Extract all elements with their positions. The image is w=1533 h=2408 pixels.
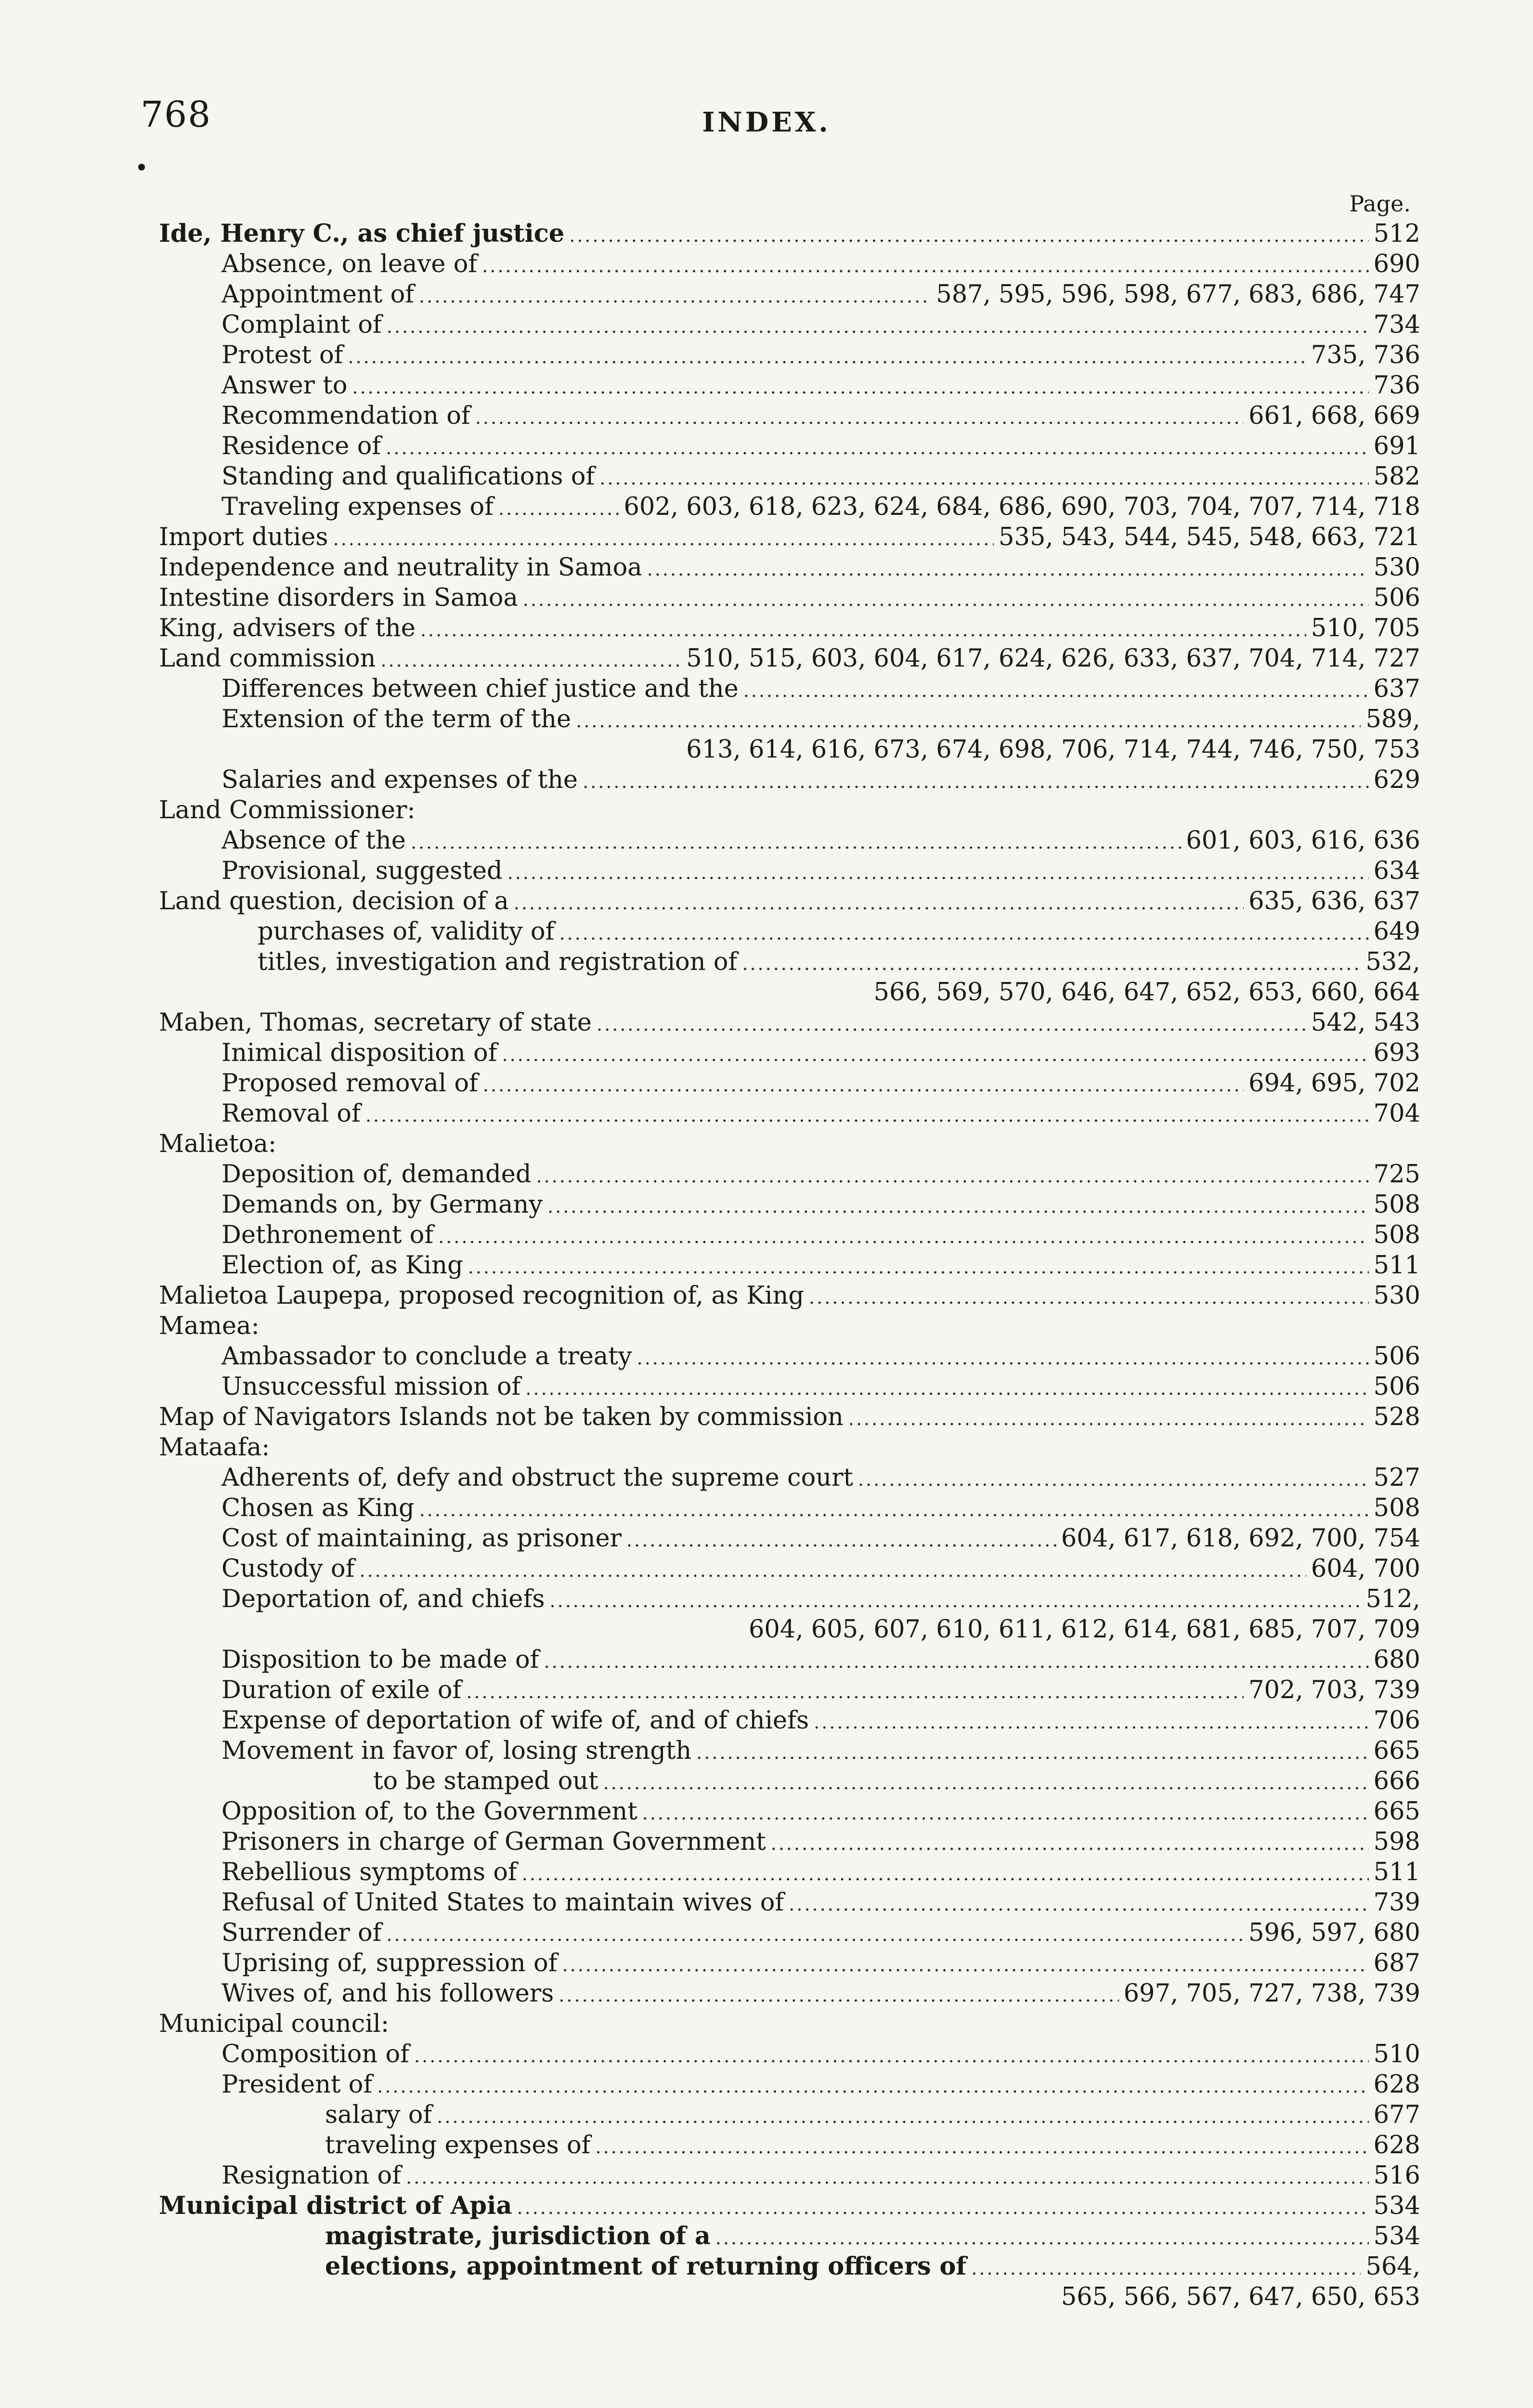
entry-pages: 530 bbox=[1373, 1282, 1420, 1310]
index-entry bbox=[159, 1068, 1420, 1099]
entry-text: Resignation of bbox=[221, 2161, 402, 2190]
entry-text: Inimical disposition of bbox=[221, 1039, 497, 1067]
entry-text: Composition of bbox=[221, 2040, 410, 2068]
dot-leader bbox=[743, 676, 1369, 706]
dot-leader bbox=[482, 251, 1368, 281]
index-entry bbox=[159, 1250, 1420, 1281]
entry-text: Standing and qualifications of bbox=[221, 462, 595, 491]
index-entry bbox=[159, 1038, 1420, 1068]
entry-text: Removal of bbox=[221, 1099, 361, 1128]
index-continuation-line bbox=[159, 734, 1420, 765]
index-entry bbox=[159, 1887, 1420, 1918]
entry-pages: 534 bbox=[1373, 2192, 1420, 2220]
index-entry bbox=[159, 340, 1420, 370]
dot-leader bbox=[848, 1404, 1369, 1434]
index-entry bbox=[159, 1918, 1420, 1948]
dot-leader bbox=[523, 585, 1369, 615]
entry-text: Opposition of, to the Government bbox=[221, 1797, 637, 1826]
dot-leader bbox=[414, 2041, 1369, 2071]
entry-pages: 542, 543 bbox=[1311, 1008, 1420, 1037]
index-entry bbox=[159, 1827, 1420, 1857]
index-entry bbox=[159, 552, 1420, 583]
dot-leader bbox=[814, 1707, 1369, 1738]
entry-pages: 735, 736 bbox=[1311, 341, 1420, 369]
entry-text: Intestine disorders in Samoa bbox=[159, 584, 518, 612]
entry-text: Uprising of, suppression of bbox=[221, 1949, 558, 1977]
entry-pages: 706 bbox=[1373, 1706, 1420, 1735]
entry-pages: 508 bbox=[1373, 1494, 1420, 1522]
dot-leader bbox=[387, 312, 1369, 342]
entry-pages: 725 bbox=[1373, 1160, 1420, 1189]
entry-text: Extension of the term of the bbox=[221, 705, 572, 733]
entry-pages: 532, bbox=[1365, 948, 1420, 976]
dot-leader bbox=[387, 1920, 1244, 1950]
dot-leader bbox=[536, 1161, 1369, 1191]
entry-pages: 511 bbox=[1373, 1251, 1420, 1280]
dot-leader bbox=[517, 2193, 1369, 2223]
index-entry bbox=[159, 1099, 1420, 1129]
entry-pages: 566, 569, 570, 646, 647, 652, 653, 660, 664 bbox=[873, 978, 1420, 1007]
dot-leader bbox=[599, 463, 1368, 494]
dot-leader bbox=[742, 949, 1361, 979]
index-entry bbox=[159, 1190, 1420, 1220]
dot-leader bbox=[502, 1040, 1369, 1070]
entry-pages: 535, 543, 544, 545, 548, 663, 721 bbox=[999, 523, 1420, 551]
dot-leader bbox=[771, 1829, 1369, 1859]
entry-text: Movement in favor of, losing strength bbox=[221, 1737, 692, 1765]
entry-text: salary of bbox=[325, 2101, 432, 2129]
entry-pages: 666 bbox=[1373, 1767, 1420, 1795]
entry-pages: 508 bbox=[1373, 1221, 1420, 1249]
entry-text: purchases of, validity of bbox=[258, 917, 555, 946]
entry-text: Disposition to be made of bbox=[221, 1646, 539, 1674]
dot-leader bbox=[642, 1798, 1369, 1829]
entry-pages: 596, 597, 680 bbox=[1248, 1919, 1420, 1947]
entry-text: Malietoa: bbox=[159, 1130, 277, 1158]
entry-pages: 510, 705 bbox=[1311, 614, 1420, 642]
dot-leader bbox=[789, 1889, 1368, 1920]
entry-pages: 510, 515, 603, 604, 617, 624, 626, 633, 637, 704, 714, 727 bbox=[686, 644, 1420, 673]
entry-text: Complaint of bbox=[221, 311, 382, 339]
entry-text: Import duties bbox=[159, 523, 328, 551]
entry-text: Chosen as King bbox=[221, 1494, 415, 1522]
dot-leader bbox=[406, 2162, 1369, 2193]
page-header bbox=[0, 94, 1533, 147]
dot-leader bbox=[603, 1768, 1369, 1798]
entry-text: Custody of bbox=[221, 1555, 355, 1583]
index-entry bbox=[159, 1432, 1420, 1463]
index-entry bbox=[159, 2009, 1420, 2039]
page-column-label: Page. bbox=[1349, 191, 1411, 217]
entry-pages: 665 bbox=[1373, 1797, 1420, 1826]
index-continuation-line bbox=[159, 1614, 1420, 1645]
index-entry bbox=[159, 1766, 1420, 1796]
dot-leader bbox=[559, 918, 1369, 949]
index-entry bbox=[159, 583, 1420, 613]
index-entry bbox=[159, 1796, 1420, 1827]
dot-leader bbox=[507, 858, 1369, 888]
entry-pages: 665 bbox=[1373, 1737, 1420, 1765]
index-entry bbox=[159, 1311, 1420, 1341]
entry-text: Mataafa: bbox=[159, 1433, 270, 1462]
page-number: 768 bbox=[141, 94, 212, 135]
dot-leader bbox=[626, 1525, 1056, 1556]
index-entry bbox=[159, 370, 1420, 401]
index-entry bbox=[159, 219, 1420, 249]
index-entry bbox=[159, 1523, 1420, 1554]
entry-pages: 702, 703, 739 bbox=[1248, 1676, 1420, 1704]
entry-pages: 602, 603, 618, 623, 624, 684, 686, 690, 703, 704, 707, 714, 718 bbox=[624, 493, 1420, 521]
index-entry bbox=[159, 765, 1420, 795]
entry-text: Adherents of, defy and obstruct the supreme court bbox=[221, 1464, 854, 1492]
dot-leader bbox=[596, 2132, 1369, 2162]
index-entry bbox=[159, 431, 1420, 461]
index-entry bbox=[159, 856, 1420, 886]
entry-pages: 694, 695, 702 bbox=[1248, 1069, 1420, 1098]
dot-leader bbox=[377, 2071, 1368, 2102]
page-title: INDEX. bbox=[702, 106, 831, 138]
index-entry bbox=[159, 522, 1420, 552]
entry-pages: 582 bbox=[1373, 462, 1420, 491]
dot-leader bbox=[715, 2223, 1369, 2253]
index-entry bbox=[159, 1554, 1420, 1584]
entry-pages: 508 bbox=[1373, 1191, 1420, 1219]
entry-pages: 649 bbox=[1373, 917, 1420, 946]
index-entry bbox=[159, 401, 1420, 431]
dot-leader bbox=[411, 827, 1181, 858]
dot-leader bbox=[348, 342, 1306, 372]
dot-leader bbox=[420, 615, 1306, 645]
entry-text: Land Commissioner: bbox=[159, 796, 416, 824]
entry-pages: 690 bbox=[1373, 250, 1420, 278]
entry-text: Unsuccessful mission of bbox=[221, 1373, 521, 1401]
index-entry bbox=[159, 2160, 1420, 2191]
entry-text: Mamea: bbox=[159, 1312, 260, 1340]
index-entry bbox=[159, 1281, 1420, 1311]
dot-leader bbox=[514, 888, 1244, 918]
entry-pages: 687 bbox=[1373, 1949, 1420, 1977]
entry-pages: 564, bbox=[1365, 2252, 1420, 2281]
entry-text: Recommendation of bbox=[221, 402, 470, 430]
index-entry bbox=[159, 1857, 1420, 1887]
index-entries bbox=[159, 219, 1420, 2312]
entry-text: Rebellious symptoms of bbox=[221, 1858, 517, 1886]
entry-text: Independence and neutrality in Samoa bbox=[159, 553, 642, 582]
entry-pages: 704 bbox=[1373, 1099, 1420, 1128]
entry-pages: 512, bbox=[1365, 1585, 1420, 1613]
index-entry bbox=[159, 1463, 1420, 1493]
entry-pages: 736 bbox=[1373, 371, 1420, 400]
entry-text: Answer to bbox=[221, 371, 348, 400]
entry-text: Residence of bbox=[221, 432, 381, 460]
entry-pages: 613, 614, 616, 673, 674, 698, 706, 714, 744, 746, 750, 753 bbox=[686, 735, 1420, 764]
entry-pages: 510 bbox=[1373, 2040, 1420, 2068]
entry-text: Traveling expenses of bbox=[221, 493, 494, 521]
dot-leader bbox=[419, 1495, 1369, 1525]
dot-leader bbox=[544, 1647, 1369, 1677]
index-entry bbox=[159, 1008, 1420, 1038]
entry-text: Dethronement of bbox=[221, 1221, 434, 1249]
entry-pages: 697, 705, 727, 738, 739 bbox=[1123, 1979, 1420, 2008]
index-entry bbox=[159, 1736, 1420, 1766]
entry-text: Salaries and expenses of the bbox=[221, 766, 578, 794]
dot-leader bbox=[419, 281, 931, 312]
dot-leader bbox=[562, 1950, 1369, 1980]
entry-pages: 739 bbox=[1373, 1888, 1420, 1917]
entry-pages: 628 bbox=[1373, 2070, 1420, 2099]
index-entry bbox=[159, 1948, 1420, 1978]
entry-text: Protest of bbox=[221, 341, 343, 369]
entry-text: Malietoa Laupepa, proposed recognition of, as King bbox=[159, 1282, 805, 1310]
index-entry bbox=[159, 2100, 1420, 2130]
index-entry bbox=[159, 795, 1420, 825]
entry-pages: 512 bbox=[1373, 220, 1420, 248]
entry-pages: 506 bbox=[1373, 1342, 1420, 1371]
entry-pages: 680 bbox=[1373, 1646, 1420, 1674]
index-entry bbox=[159, 249, 1420, 279]
entry-text: Land commission bbox=[159, 644, 376, 673]
entry-text: Absence, on leave of bbox=[221, 250, 478, 278]
entry-pages: 604, 617, 618, 692, 700, 754 bbox=[1061, 1524, 1420, 1553]
entry-pages: 637 bbox=[1373, 675, 1420, 703]
dot-leader bbox=[522, 1859, 1369, 1889]
index-entry bbox=[159, 1402, 1420, 1432]
dot-leader bbox=[468, 1252, 1369, 1283]
index-entry bbox=[159, 1645, 1420, 1675]
index-entry bbox=[159, 2191, 1420, 2221]
index-entry bbox=[159, 492, 1420, 522]
index-entry bbox=[159, 2069, 1420, 2100]
dot-leader bbox=[333, 524, 994, 554]
dot-leader bbox=[360, 1556, 1306, 1586]
entry-pages: 601, 603, 616, 636 bbox=[1186, 826, 1420, 855]
entry-text: traveling expenses of bbox=[325, 2131, 591, 2159]
entry-text: Municipal district of Apia bbox=[159, 2191, 512, 2220]
dot-leader bbox=[525, 1374, 1368, 1404]
entry-pages: 506 bbox=[1373, 1373, 1420, 1401]
entry-pages: 604, 605, 607, 610, 611, 612, 614, 681, 685, 707, 709 bbox=[748, 1615, 1420, 1644]
dot-leader bbox=[547, 1191, 1369, 1222]
index-entry bbox=[159, 1341, 1420, 1372]
entry-text: Duration of exile of bbox=[221, 1676, 462, 1704]
entry-pages: 629 bbox=[1373, 766, 1420, 794]
entry-text: Municipal council: bbox=[159, 2010, 390, 2038]
entry-pages: 691 bbox=[1373, 432, 1420, 460]
dot-leader bbox=[569, 221, 1368, 251]
entry-pages: 734 bbox=[1373, 311, 1420, 339]
index-entry bbox=[159, 825, 1420, 856]
entry-text: Wives of, and his followers bbox=[221, 1979, 554, 2008]
index-entry bbox=[159, 674, 1420, 704]
entry-text: Cost of maintaining, as prisoner bbox=[221, 1524, 622, 1553]
dot-leader bbox=[971, 2253, 1361, 2284]
entry-text: to be stamped out bbox=[373, 1767, 598, 1795]
index-entry bbox=[159, 310, 1420, 340]
entry-text: Land question, decision of a bbox=[159, 887, 509, 916]
dot-leader bbox=[550, 1586, 1361, 1616]
entry-pages: 628 bbox=[1373, 2131, 1420, 2159]
entry-text: Absence of the bbox=[221, 826, 406, 855]
index-entry bbox=[159, 2130, 1420, 2160]
entry-text: Maben, Thomas, secretary of state bbox=[159, 1008, 592, 1037]
entry-text: Map of Navigators Islands not be taken by commission bbox=[159, 1403, 844, 1431]
entry-pages: 604, 700 bbox=[1311, 1555, 1420, 1583]
entry-pages: 506 bbox=[1373, 584, 1420, 612]
entry-pages: 565, 566, 567, 647, 650, 653 bbox=[1061, 2283, 1420, 2311]
dot-leader bbox=[475, 403, 1244, 433]
index-entry bbox=[159, 1129, 1420, 1159]
dot-leader bbox=[858, 1465, 1369, 1495]
dot-leader bbox=[365, 1100, 1369, 1131]
index-entry bbox=[159, 461, 1420, 492]
bullet-mark bbox=[138, 164, 145, 170]
entry-text: Prisoners in charge of German Government bbox=[221, 1828, 766, 1856]
entry-text: Expense of deportation of wife of, and of chiefs bbox=[221, 1706, 809, 1735]
entry-text: Ambassador to conclude a treaty bbox=[221, 1342, 632, 1371]
dot-leader bbox=[437, 2102, 1368, 2132]
dot-leader bbox=[380, 645, 681, 676]
index-entry bbox=[159, 279, 1420, 310]
entry-text: Differences between chief justice and the bbox=[221, 675, 739, 703]
dot-leader bbox=[637, 1343, 1369, 1374]
entry-text: Appointment of bbox=[221, 280, 415, 309]
index-entry bbox=[159, 613, 1420, 643]
index-entry bbox=[159, 2221, 1420, 2251]
entry-pages: 693 bbox=[1373, 1039, 1420, 1067]
dot-leader bbox=[438, 1222, 1368, 1252]
dot-leader bbox=[597, 1009, 1306, 1040]
index-entry bbox=[159, 916, 1420, 947]
index-entry bbox=[159, 704, 1420, 734]
index-entry bbox=[159, 2039, 1420, 2069]
entry-text: Deportation of, and chiefs bbox=[221, 1585, 545, 1613]
index-entry bbox=[159, 1372, 1420, 1402]
entry-pages: 661, 668, 669 bbox=[1248, 402, 1420, 430]
index-entry bbox=[159, 1220, 1420, 1250]
entry-pages: 589, bbox=[1365, 705, 1420, 733]
entry-text: Deposition of, demanded bbox=[221, 1160, 532, 1189]
entry-text: Proposed removal of bbox=[221, 1069, 478, 1098]
entry-text: titles, investigation and registration of bbox=[258, 948, 738, 976]
entry-text: Refusal of United States to maintain wives of bbox=[221, 1888, 784, 1917]
entry-text: President of bbox=[221, 2070, 373, 2099]
entry-pages: 516 bbox=[1373, 2161, 1420, 2190]
entry-text: Ide, Henry C., as chief justice bbox=[159, 219, 565, 248]
index-entry bbox=[159, 947, 1420, 977]
dot-leader bbox=[466, 1677, 1244, 1707]
entry-pages: 634 bbox=[1373, 857, 1420, 885]
entry-pages: 534 bbox=[1373, 2222, 1420, 2251]
index-entry bbox=[159, 1705, 1420, 1736]
entry-text: magistrate, jurisdiction of a bbox=[325, 2222, 711, 2251]
dot-leader bbox=[809, 1283, 1369, 1313]
index-entry bbox=[159, 1675, 1420, 1705]
entry-text: Demands on, by Germany bbox=[221, 1191, 543, 1219]
index-entry bbox=[159, 886, 1420, 916]
dot-leader bbox=[483, 1070, 1244, 1100]
entry-text: Surrender of bbox=[221, 1919, 382, 1947]
dot-leader bbox=[559, 1980, 1118, 2011]
entry-pages: 598 bbox=[1373, 1828, 1420, 1856]
dot-leader bbox=[696, 1738, 1368, 1768]
entry-pages: 527 bbox=[1373, 1464, 1420, 1492]
dot-leader bbox=[352, 372, 1368, 403]
entry-text: Provisional, suggested bbox=[221, 857, 503, 885]
dot-leader bbox=[386, 433, 1368, 463]
entry-pages: 530 bbox=[1373, 553, 1420, 582]
dot-leader bbox=[576, 706, 1361, 736]
index-entry bbox=[159, 1159, 1420, 1190]
index-continuation-line bbox=[159, 977, 1420, 1008]
index-list bbox=[159, 189, 1420, 2312]
dot-leader bbox=[647, 554, 1369, 585]
entry-pages: 587, 595, 596, 598, 677, 683, 686, 747 bbox=[936, 280, 1420, 309]
index-entry bbox=[159, 2251, 1420, 2282]
index-entry bbox=[159, 1584, 1420, 1614]
entry-pages: 677 bbox=[1373, 2101, 1420, 2129]
entry-pages: 635, 636, 637 bbox=[1248, 887, 1420, 916]
entry-text: King, advisers of the bbox=[159, 614, 416, 642]
index-continuation-line bbox=[159, 2282, 1420, 2312]
dot-leader bbox=[583, 767, 1369, 797]
index-entry bbox=[159, 1493, 1420, 1523]
entry-text: elections, appointment of returning officers of bbox=[325, 2252, 967, 2281]
dot-leader bbox=[498, 494, 619, 524]
entry-pages: 511 bbox=[1373, 1858, 1420, 1886]
entry-pages: 528 bbox=[1373, 1403, 1420, 1431]
index-entry bbox=[159, 643, 1420, 674]
entry-text: Election of, as King bbox=[221, 1251, 463, 1280]
index-entry bbox=[159, 1978, 1420, 2009]
